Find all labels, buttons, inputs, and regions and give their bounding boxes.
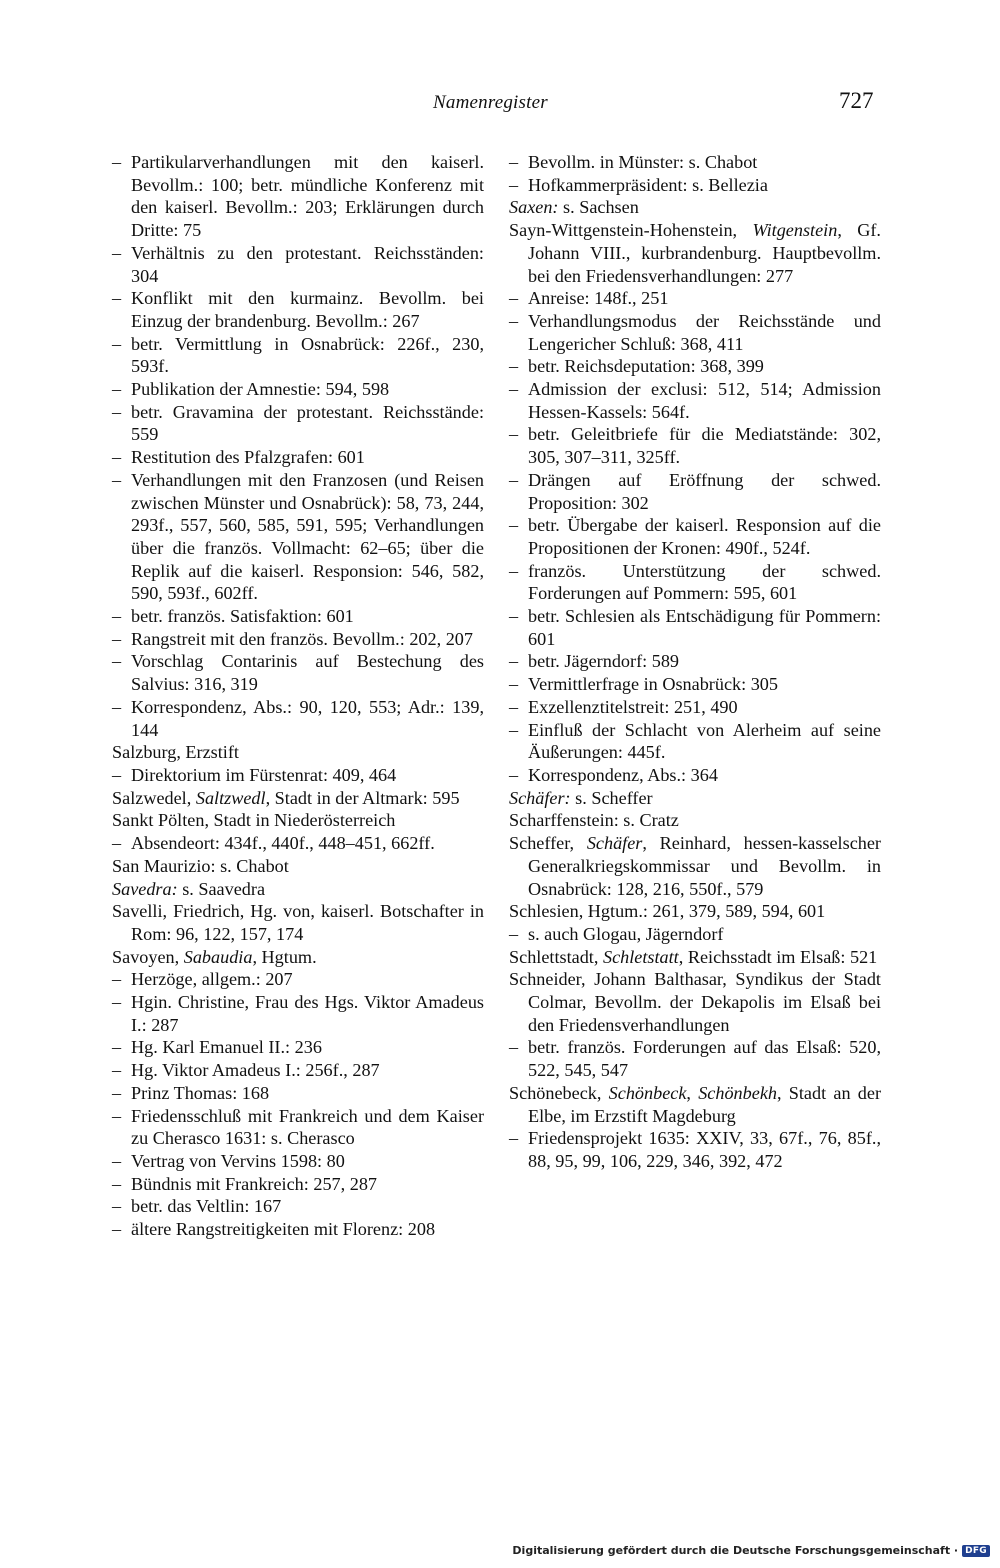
index-subentry — [112, 1082, 484, 1105]
index-subentry — [112, 1150, 484, 1173]
entry-text: Salzburg, Erzstift — [112, 742, 239, 763]
entry-text: betr. französ. Satisfaktion: 601 — [131, 606, 354, 627]
subentry-dash: – — [509, 424, 519, 445]
subentry-dash: – — [509, 1037, 519, 1058]
subentry-dash: – — [112, 1150, 122, 1171]
entry-text: Einfluß der Schlacht von Alerheim auf seine Äußerungen: 445f. — [528, 719, 881, 763]
index-entry — [509, 946, 881, 969]
entry-text: Schönebeck, — [509, 1082, 609, 1103]
subentry-dash: – — [509, 379, 519, 400]
entry-text: Direktorium im Fürstenrat: 409, 464 — [131, 764, 397, 785]
entry-text: Rangstreit mit den französ. Bevollm.: 202, 207 — [131, 628, 473, 649]
entry-text: Saxen: — [509, 197, 559, 218]
index-subentry — [112, 469, 484, 605]
subentry-dash: – — [112, 242, 122, 263]
index-subentry — [112, 1218, 484, 1241]
entry-text: Schletstatt — [602, 946, 679, 967]
digitization-footer — [512, 1544, 990, 1557]
entry-text: Drängen auf Eröffnung der schwed. Proposition: 302 — [528, 469, 881, 513]
index-subentry — [112, 1059, 484, 1082]
index-entry — [509, 196, 881, 219]
index-entry — [112, 900, 484, 945]
entry-text: ältere Rangstreitigkeiten mit Florenz: 208 — [131, 1219, 436, 1240]
index-entry — [509, 968, 881, 1036]
index-subentry — [112, 832, 484, 855]
subentry-dash: – — [509, 764, 519, 785]
subentry-dash: – — [112, 1037, 122, 1058]
entry-text: Exzellenztitelstreit: 251, 490 — [528, 696, 738, 717]
index-entry — [112, 855, 484, 878]
index-subentry — [112, 446, 484, 469]
entry-text: Prinz Thomas: 168 — [131, 1082, 270, 1103]
subentry-dash: – — [509, 469, 519, 490]
subentry-dash: – — [112, 696, 122, 717]
index-subentry — [112, 1173, 484, 1196]
index-subentry — [112, 401, 484, 446]
index-subentry — [112, 991, 484, 1036]
entry-text: Schäfer — [586, 833, 643, 854]
entry-text: Schönbekh — [698, 1082, 777, 1103]
index-subentry — [509, 378, 881, 423]
subentry-dash: – — [509, 1128, 519, 1149]
entry-text: Friedensprojekt 1635: XXIV, 33, 67f., 76, 85f., 88, 95, 99, 106, 229, 346, 392, 472 — [528, 1128, 881, 1171]
index-subentry — [112, 151, 484, 242]
index-column-right — [509, 151, 881, 1173]
index-entry — [112, 946, 484, 969]
index-subentry — [112, 333, 484, 378]
index-subentry — [509, 423, 881, 468]
entry-text: Restitution des Pfalzgrafen: 601 — [131, 447, 365, 468]
entry-text: betr. Jägerndorf: 589 — [528, 651, 680, 672]
entry-text: Bündnis mit Frankreich: 257, 287 — [131, 1173, 378, 1194]
index-subentry — [509, 310, 881, 355]
index-entry — [112, 878, 484, 901]
index-entry — [509, 809, 881, 832]
subentry-dash: – — [509, 356, 519, 377]
index-subentry — [112, 968, 484, 991]
subentry-dash: – — [112, 333, 122, 354]
subentry-dash: – — [112, 1082, 122, 1103]
entry-text: französ. Unterstützung der schwed. Forderungen auf Pommern: 595, 601 — [528, 560, 881, 604]
entry-text: Korrespondenz, Abs.: 364 — [528, 764, 718, 785]
subentry-dash: – — [509, 674, 519, 695]
footer-text: Digitalisierung gefördert durch die Deutsche Forschungsgemeinschaft · — [512, 1544, 959, 1557]
index-subentry — [509, 514, 881, 559]
index-subentry — [112, 378, 484, 401]
entry-text: Savedra: — [112, 878, 178, 899]
entry-text: Herzöge, allgem.: 207 — [131, 969, 293, 990]
entry-text: Savoyen, — [112, 946, 184, 967]
entry-text: , Reichsstadt im Elsaß: 521 — [678, 946, 878, 967]
entry-text: betr. Übergabe der kaiserl. Responsion auf die Propositionen der Kronen: 490f., 524f. — [528, 515, 881, 558]
entry-text: s. auch Glogau, Jägerndorf — [528, 923, 724, 944]
entry-text: Konflikt mit den kurmainz. Bevollm. bei Einzug der brandenburg. Bevollm.: 267 — [131, 288, 484, 331]
index-subentry — [112, 242, 484, 287]
entry-text: , Stadt in der Altmark: 595 — [265, 787, 460, 808]
entry-text: betr. Reichsdeputation: 368, 399 — [528, 356, 764, 377]
entry-text: Hgin. Christine, Frau des Hgs. Viktor Amadeus I.: 287 — [131, 992, 484, 1035]
index-subentry — [112, 650, 484, 695]
subentry-dash: – — [509, 923, 519, 944]
entry-text: Savelli, Friedrich, Hg. von, kaiserl. Botschafter in Rom: 96, 122, 157, 174 — [112, 901, 484, 944]
entry-text: s. Saavedra — [177, 878, 266, 899]
subentry-dash: – — [112, 379, 122, 400]
index-entry — [112, 787, 484, 810]
subentry-dash: – — [112, 764, 122, 785]
subentry-dash: – — [112, 469, 122, 490]
index-subentry — [509, 1127, 881, 1172]
entry-text: Publikation der Amnestie: 594, 598 — [131, 379, 390, 400]
subentry-dash: – — [509, 560, 519, 581]
entry-text: Sankt Pölten, Stadt in Niederösterreich — [112, 810, 396, 831]
entry-text: , Gf. Johann VIII., kurbrandenburg. Hauptbevollm. bei den Friedensverhandlungen: 277 — [528, 220, 881, 286]
index-subentry — [112, 1195, 484, 1218]
entry-text: Scharffenstein: s. Cratz — [509, 810, 679, 831]
entry-text: Vorschlag Contarinis auf Bestechung des Salvius: 316, 319 — [131, 651, 484, 695]
entry-text: San Maurizio: s. Chabot — [112, 855, 289, 876]
subentry-dash: – — [112, 447, 122, 468]
index-subentry — [509, 560, 881, 605]
entry-text: Sabaudia — [183, 946, 253, 967]
index-entry — [112, 741, 484, 764]
index-entry — [509, 900, 881, 923]
entry-text: s. Scheffer — [570, 787, 653, 808]
page-number: 727 — [839, 88, 874, 113]
entry-text: , Hgtum. — [252, 946, 317, 967]
index-subentry — [112, 696, 484, 741]
entry-text: Schneider, Johann Balthasar, Syndikus der Stadt Colmar, Bevollm. der Dekapolis im Elsaß bei den Friedensverhandlungen — [509, 969, 881, 1035]
entry-text: Bevollm. in Münster: s. Chabot — [528, 152, 758, 172]
subentry-dash: – — [509, 288, 519, 309]
entry-text: , — [686, 1082, 699, 1103]
subentry-dash: – — [112, 606, 122, 627]
subentry-dash: – — [112, 833, 122, 854]
subentry-dash: – — [509, 515, 519, 536]
subentry-dash: – — [112, 401, 122, 422]
index-entry — [509, 219, 881, 287]
entry-text: Vermittlerfrage in Osnabrück: 305 — [528, 674, 778, 695]
entry-text: betr. Gravamina der protestant. Reichsstände: 559 — [131, 401, 484, 445]
entry-text: Verhandlungen mit den Franzosen (und Reisen zwischen Münster und Osnabrück): 58, 73, 244, 293f., 557, 560, 585, 591, 595; Verhandlungen über die französ. Vollmacht: 62–65; über die Replik auf die kaiserl. Responsion: 546, 582, 590, 593f., 602ff. — [131, 469, 484, 604]
index-subentry — [509, 764, 881, 787]
index-entry — [509, 832, 881, 900]
entry-text: Saltzwedl — [195, 787, 266, 808]
subentry-dash: – — [509, 152, 519, 172]
index-entry — [112, 809, 484, 832]
index-subentry — [509, 605, 881, 650]
entry-text: Hofkammerpräsident: s. Bellezia — [528, 174, 768, 195]
entry-text: Witgenstein — [752, 220, 838, 241]
entry-text: Vertrag von Vervins 1598: 80 — [131, 1150, 345, 1171]
index-subentry — [112, 1105, 484, 1150]
subentry-dash: – — [509, 174, 519, 195]
index-subentry — [112, 1036, 484, 1059]
subentry-dash: – — [112, 1060, 122, 1081]
entry-text: Schönbeck — [608, 1082, 687, 1103]
index-subentry — [509, 673, 881, 696]
entry-text: Salzwedel, — [112, 787, 196, 808]
subentry-dash: – — [509, 719, 519, 740]
index-subentry — [509, 719, 881, 764]
entry-text: betr. Schlesien als Entschädigung für Pommern: 601 — [528, 606, 881, 649]
subentry-dash: – — [509, 310, 519, 331]
entry-text: Schlesien, Hgtum.: 261, 379, 589, 594, 601 — [509, 901, 826, 922]
subentry-dash: – — [509, 651, 519, 672]
index-subentry — [509, 469, 881, 514]
index-subentry — [509, 650, 881, 673]
subentry-dash: – — [112, 1196, 122, 1217]
index-subentry — [112, 764, 484, 787]
subentry-dash: – — [509, 606, 519, 627]
entry-text: Admission der exclusi: 512, 514; Admission Hessen-Kassels: 564f. — [528, 379, 881, 422]
entry-text: betr. Geleitbriefe für die Mediatstände: 302, 305, 307–311, 325ff. — [528, 424, 881, 468]
subentry-dash: – — [112, 152, 122, 172]
entry-text: Absendeort: 434f., 440f., 448–451, 662ff. — [131, 833, 435, 854]
index-subentry — [509, 923, 881, 946]
index-subentry — [112, 287, 484, 332]
entry-text: betr. Vermittlung in Osnabrück: 226f., 230, 593f. — [131, 333, 484, 377]
entry-text: Sayn-Wittgenstein-Hohenstein, — [509, 220, 753, 241]
subentry-dash: – — [112, 992, 122, 1013]
entry-text: , Reinhard, hessen-kasselscher Generalkriegskommissar und Bevollm. in Osnabrück: 128, 216, 550f., 579 — [528, 833, 881, 899]
entry-text: Friedensschluß mit Frankreich und dem Kaiser zu Cherasco 1631: s. Cherasco — [131, 1105, 484, 1149]
entry-text: s. Sachsen — [558, 197, 639, 218]
subentry-dash: – — [509, 696, 519, 717]
entry-text: Korrespondenz, Abs.: 90, 120, 553; Adr.: 139, 144 — [131, 696, 484, 740]
subentry-dash: – — [112, 969, 122, 990]
index-subentry — [509, 287, 881, 310]
entry-text: Anreise: 148f., 251 — [528, 288, 669, 309]
index-subentry — [112, 605, 484, 628]
entry-text: Hg. Viktor Amadeus I.: 256f., 287 — [131, 1060, 380, 1081]
entry-text: Verhältnis zu den protestant. Reichsständen: 304 — [131, 242, 484, 286]
index-column-left — [112, 151, 484, 1241]
subentry-dash: – — [112, 651, 122, 672]
index-entry — [509, 1082, 881, 1127]
entry-text: betr. das Veltlin: 167 — [131, 1196, 282, 1217]
entry-text: Schäfer: — [509, 787, 571, 808]
subentry-dash: – — [112, 288, 122, 309]
index-subentry — [509, 696, 881, 719]
subentry-dash: – — [112, 1219, 122, 1240]
index-subentry — [509, 355, 881, 378]
index-subentry — [509, 151, 881, 174]
index-subentry — [509, 174, 881, 197]
subentry-dash: – — [112, 1105, 122, 1126]
index-subentry — [509, 1036, 881, 1081]
entry-text: Hg. Karl Emanuel II.: 236 — [131, 1037, 322, 1058]
running-title: Namenregister — [433, 92, 548, 113]
entry-text: betr. französ. Forderungen auf das Elsaß: 520, 522, 545, 547 — [528, 1037, 881, 1081]
subentry-dash: – — [112, 1173, 122, 1194]
entry-text: Schlettstadt, — [509, 946, 603, 967]
dfg-logo: DFG — [962, 1545, 990, 1557]
index-subentry — [112, 628, 484, 651]
entry-text: , Stadt an der Elbe, im Erzstift Magdeburg — [528, 1082, 882, 1126]
entry-text: Verhandlungsmodus der Reichsstände und Lengericher Schluß: 368, 411 — [528, 310, 881, 354]
subentry-dash: – — [112, 628, 122, 649]
index-entry — [509, 787, 881, 810]
entry-text: Scheffer, — [509, 833, 587, 854]
entry-text: Partikularverhandlungen mit den kaiserl. Bevollm.: 100; betr. mündliche Konferenz mit den kaiserl. Bevollm.: 203; Erklärungen durch Dritte: 75 — [131, 152, 484, 241]
